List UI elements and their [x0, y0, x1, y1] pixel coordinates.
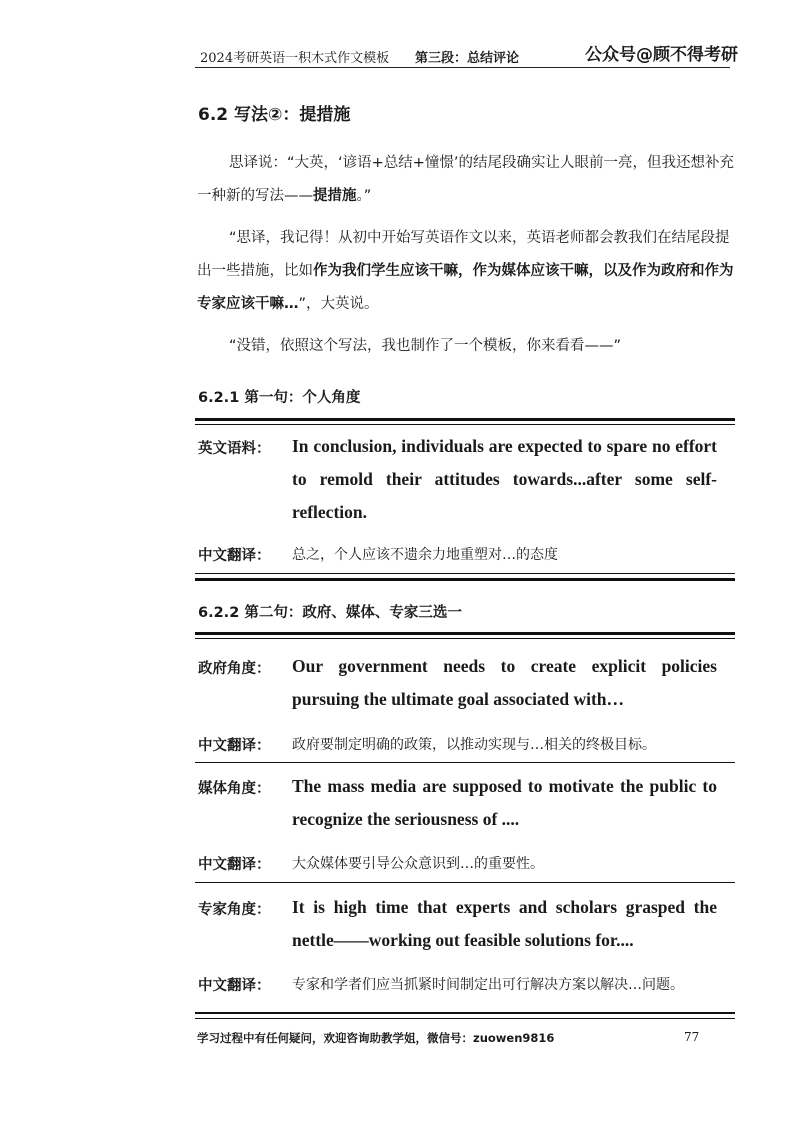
media-en: The mass media are supposed to motivate the public to recognize the seriousness of .... [292, 776, 717, 829]
subsection-1-title: 6.2.1 第一句：个人角度 [198, 390, 361, 406]
en-text: In conclusion, individuals are expected to spare no effort to remold their attitudes towards...after some self-reflection. [292, 436, 717, 522]
experts-en: It is high time that experts and scholars grasped the nettle——working out feasible solutions for.... [292, 897, 717, 950]
footer-text: 学习过程中有任何疑问，欢迎咨询助教学姐，微信号：zuowen9816 [197, 1031, 555, 1045]
government-zh-label: 中文翻译： [198, 738, 271, 754]
table-top-rule [195, 418, 735, 421]
experts-zh: 专家和学者们应当抓紧时间制定出可行解决方案以解决…问题。 [292, 977, 684, 993]
government-zh: 政府要制定明确的政策，以推动实现与…相关的终极目标。 [292, 737, 656, 753]
media-zh: 大众媒体要引导公众意识到…的重要性。 [292, 856, 544, 872]
table-bottom-rule [195, 578, 735, 581]
paragraph-1-end: 。” [356, 188, 372, 204]
header-divider [195, 67, 730, 68]
media-label: 媒体角度： [198, 781, 271, 797]
footer-rule-thin [195, 1018, 735, 1019]
zh-text: 总之，个人应该不遗余力地重塑对…的态度 [292, 547, 558, 563]
row-divider [195, 882, 735, 883]
paragraph-3 [197, 330, 737, 363]
page-number: 77 [684, 1030, 700, 1044]
footer-rule [195, 1012, 735, 1014]
paragraph-2-emphasis: 作为我们学生应该干嘛，作为媒体应该干嘛，以及作为政府和作为专家应该干嘛… [197, 263, 734, 312]
paragraph-1-emphasis: 提措施 [313, 188, 357, 204]
table-top-rule-thin [195, 424, 735, 425]
en-label: 英文语料： [198, 441, 271, 457]
header-account: 公众号@顾不得考研 [585, 45, 738, 65]
paragraph-3-text: “没错，依照这个写法，我也制作了一个模板，你来看看——” [229, 338, 622, 354]
table2-top-rule-thin [195, 638, 735, 639]
paragraph-1 [197, 147, 737, 213]
section-title: 6.2 写法②：提措施 [198, 105, 351, 125]
zh-label: 中文翻译： [198, 548, 271, 564]
header-book-title: 2024考研英语一积木式作文模板 [200, 51, 390, 66]
paragraph-2-end: ”，大英说。 [298, 296, 379, 312]
paragraph-2 [197, 222, 737, 321]
experts-label: 专家角度： [198, 902, 271, 918]
experts-zh-label: 中文翻译： [198, 978, 271, 994]
government-en: Our government needs to create explicit policies pursuing the ultimate goal associated with… [292, 656, 717, 709]
header-section: 第三段：总结评论 [415, 51, 520, 66]
subsection-2-title: 6.2.2 第二句：政府、媒体、专家三选一 [198, 605, 462, 621]
row-divider [195, 762, 735, 763]
government-label: 政府角度： [198, 661, 271, 677]
table2-top-rule [195, 632, 735, 635]
media-zh-label: 中文翻译： [198, 857, 271, 873]
table-bottom-rule-thin [195, 573, 735, 574]
paragraph-2-text: “思译，我记得！从初中开始写英语作文以来，英语老师都会教我们在结尾段提出一些措施，比如 [197, 230, 730, 279]
paragraph-1-text: 思译说：“大英，‘谚语+总结+憧憬’的结尾段确实让人眼前一亮，但我还想补充一种新的写法—— [197, 155, 735, 204]
